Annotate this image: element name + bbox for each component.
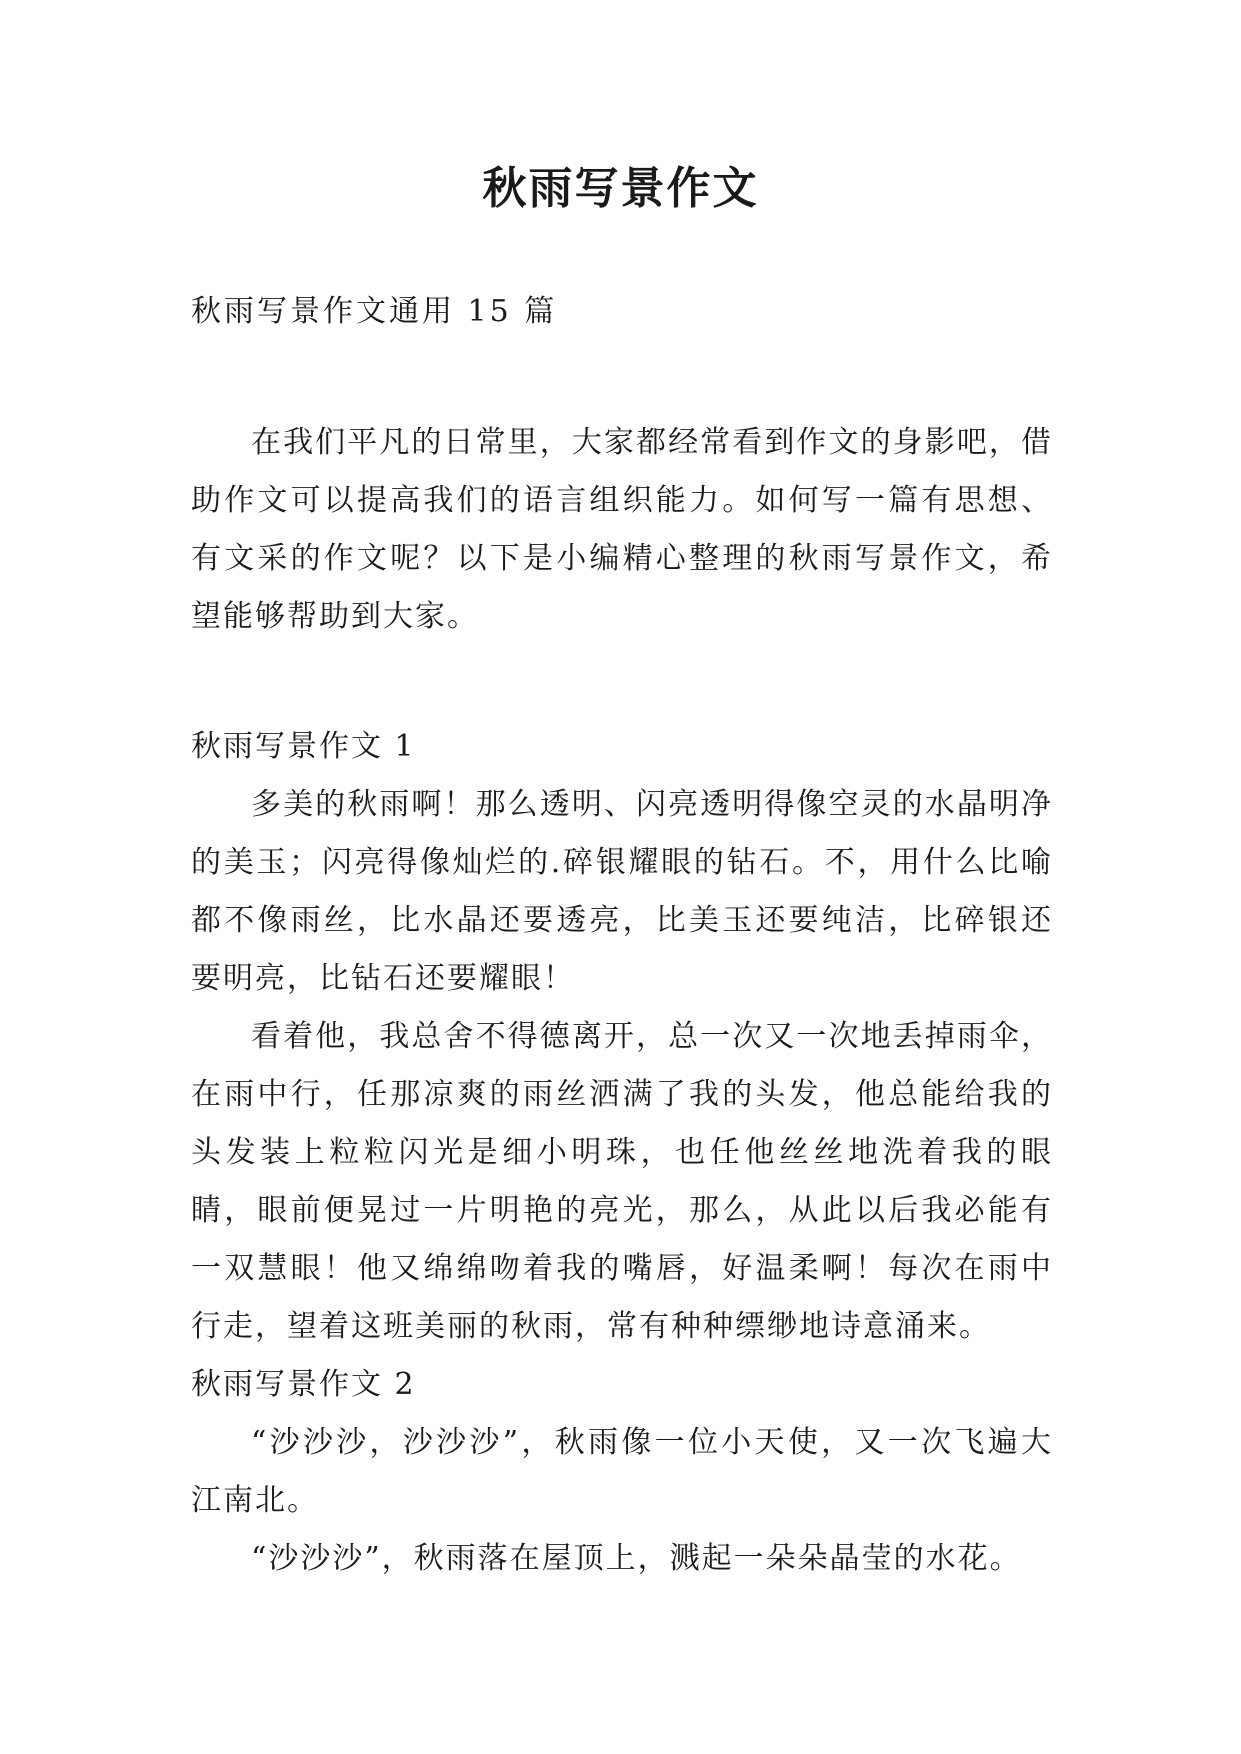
essay-1-paragraph-1: 多美的秋雨啊！那么透明、闪亮透明得像空灵的水晶明净的美玉；闪亮得像灿烂的.碎银耀眼的钻石。不，用什么比喻都不像雨丝，比水晶还要透亮，比美玉还要纯洁，比碎银还要明亮，比钻石还要耀眼！ bbox=[191, 787, 1053, 996]
essay-2-paragraph-2: “沙沙沙”，秋雨落在屋顶上，溅起一朵朵晶莹的水花。 bbox=[251, 1541, 1022, 1576]
intro-paragraph: 在我们平凡的日常里，大家都经常看到作文的身影吧，借助作文可以提高我们的语言组织能力。如何写一篇有思想、有文采的作文呢？以下是小编精心整理的秋雨写景作文，希望能够帮助到大家。 bbox=[191, 425, 1053, 634]
section-spacer bbox=[191, 646, 1053, 718]
essay-2-heading: 秋雨写景作文 2 bbox=[191, 1367, 416, 1402]
essay-1-heading: 秋雨写景作文 1 bbox=[191, 729, 416, 764]
essay-1-paragraph-2: 看着他，我总舍不得德离开，总一次又一次地丢掉雨伞，在雨中行，任那凉爽的雨丝洒满了我的头发，他总能给我的头发装上粒粒闪光是细小明珠，也任他丝丝地洗着我的眼睛，眼前便晃过一片明艳的亮光，那么，从此以后我必能有一双慧眼！他又绵绵吻着我的嘴唇，好温柔啊！每次在雨中行走，望着这班美丽的秋雨，常有种种缥缈地诗意涌来。 bbox=[191, 1019, 1053, 1344]
document-subtitle: 秋雨写景作文通用 15 篇 bbox=[191, 294, 558, 329]
essay-2-paragraph-1: “沙沙沙，沙沙沙”，秋雨像一位小天使，又一次飞遍大江南北。 bbox=[191, 1425, 1053, 1518]
document-title: 秋雨写景作文 bbox=[482, 163, 759, 214]
document-body bbox=[191, 288, 1053, 1588]
